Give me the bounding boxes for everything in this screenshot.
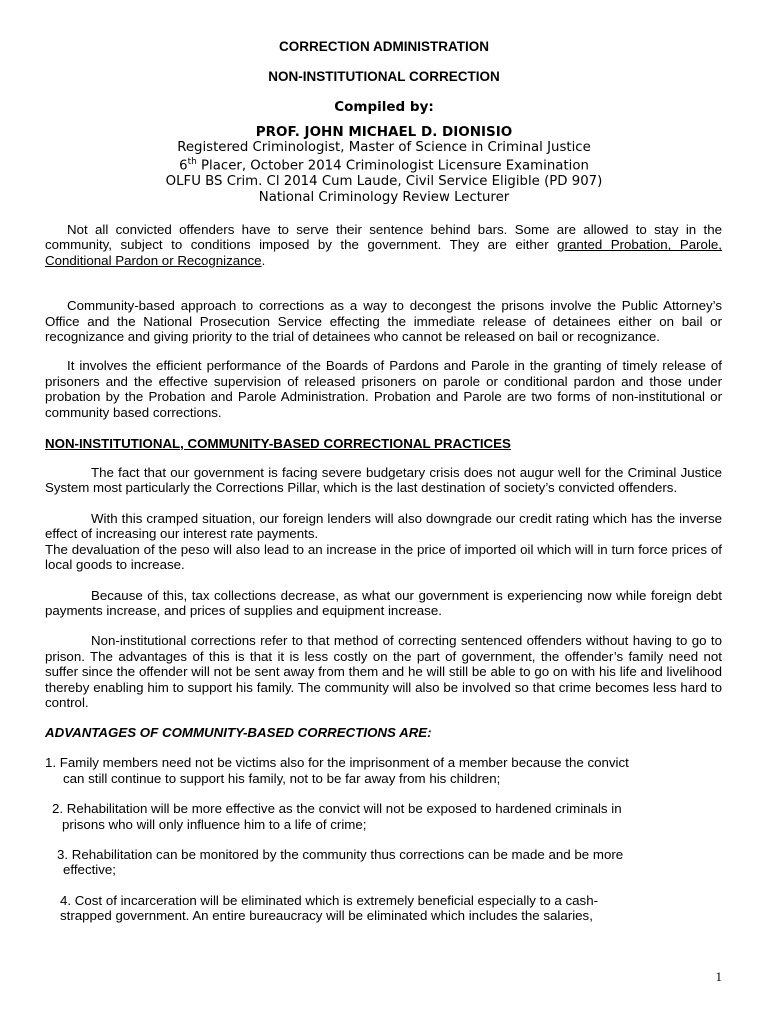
author-name: PROF. JOHN MICHAEL D. DIONISIO xyxy=(255,124,513,140)
devaluation-paragraph: The devaluation of the peso will also lead to an increase in the price of imported oil which will in turn force prices of local goods to increase. xyxy=(45,541,722,573)
placer-rest: Placer, October 2014 Criminologist Licensure Examination xyxy=(196,158,589,174)
placer-prefix: 6 xyxy=(179,158,188,174)
intro-underlined: granted Probation, Parole, Conditional Pardon or Recognizance xyxy=(45,237,722,268)
community-paragraph: Community-based approach to corrections as a way to decongest the prisons involve the Public Attorney’s Office and the National Prosecution Service effecting the immediate release of detainees either on bail or recognizance and giving priority to the trial of detainees who cannot be released on bail or recognizance. xyxy=(45,298,722,345)
intro-end: . xyxy=(261,252,266,268)
body-content xyxy=(45,222,722,924)
subject-title: CORRECTION ADMINISTRATION xyxy=(279,39,489,54)
intro-text: Not all convicted offenders have to serve their sentence behind bars. Some are allowed to stay in the community, subject to conditions imposed by the government. They are either xyxy=(45,222,722,253)
section-heading-advantages: ADVANTAGES OF COMMUNITY-BASED CORRECTIONS ARE: xyxy=(45,725,432,741)
advantages-list xyxy=(45,755,722,923)
placer-line xyxy=(0,155,768,174)
list-item: 1. Family members need not be victims also for the imprisonment of a member because the convict can still continue to support his family, not to be far away from his children; xyxy=(45,755,629,786)
placer-sup: th xyxy=(187,157,197,168)
credit-paragraph: With this cramped situation, our foreign lenders will also downgrade our credit rating which has the inverse effect of increasing our interest rate payments. xyxy=(45,510,722,542)
list-item: 4. Cost of incarceration will be eliminated which is extremely beneficial especially to a cash- strapped government. An entire bureaucracy will be eliminated which includes the salaries, xyxy=(60,892,599,924)
definition-paragraph: Non-institutional corrections refer to that method of correcting sentenced offenders without having to go to prison. The advantages of this is that it is less costly on the part of government, the offender’s family need not suffer since the offender will not be sent away from them and he will still be able to go on with his life and livelihood thereby enabling him to support his family. The community will also be involved so that crime becomes less hard to control. xyxy=(45,633,722,710)
boards-paragraph: It involves the efficient performance of the Boards of Pardons and Parole in the granting of timely release of prisoners and the effective supervision of released prisoners on parole or conditional pardon and those under probation by the Probation and Parole Administration. Probation and Parole are two forms of non-institutional or community based corrections. xyxy=(45,358,722,420)
topic-title: NON-INSTITUTIONAL CORRECTION xyxy=(268,69,500,84)
tax-paragraph: Because of this, tax collections decrease, as what our government is experiencing now while foreign debt payments increase, and prices of supplies and equipment increase. xyxy=(45,587,722,618)
page-number: 1 xyxy=(715,969,722,984)
list-item: 2. Rehabilitation will be more effective as the convict will not be exposed to hardened criminals in prisons who will only influence him to a life of crime; xyxy=(52,801,622,832)
list-item: 3. Rehabilitation can be monitored by the community thus corrections can be made and be more effective; xyxy=(57,846,624,878)
intro-paragraph xyxy=(45,222,722,268)
credential-line: OLFU BS Crim. Cl 2014 Cum Laude, Civil Service Eligible (PD 907) xyxy=(165,174,603,190)
title-block xyxy=(0,39,768,205)
section-heading-practices: NON-INSTITUTIONAL, COMMUNITY-BASED CORRECTIONAL PRACTICES xyxy=(45,436,511,452)
credential-line: Registered Criminologist, Master of Science in Criminal Justice xyxy=(177,140,591,155)
credential-line: National Criminology Review Lecturer xyxy=(258,189,510,205)
budget-paragraph: The fact that our government is facing severe budgetary crisis does not augur well for the Criminal Justice System most particularly the Corrections Pillar, which is the last destination of society’s convicted offenders. xyxy=(45,465,722,496)
compiled-by-label: Compiled by: xyxy=(334,99,434,115)
